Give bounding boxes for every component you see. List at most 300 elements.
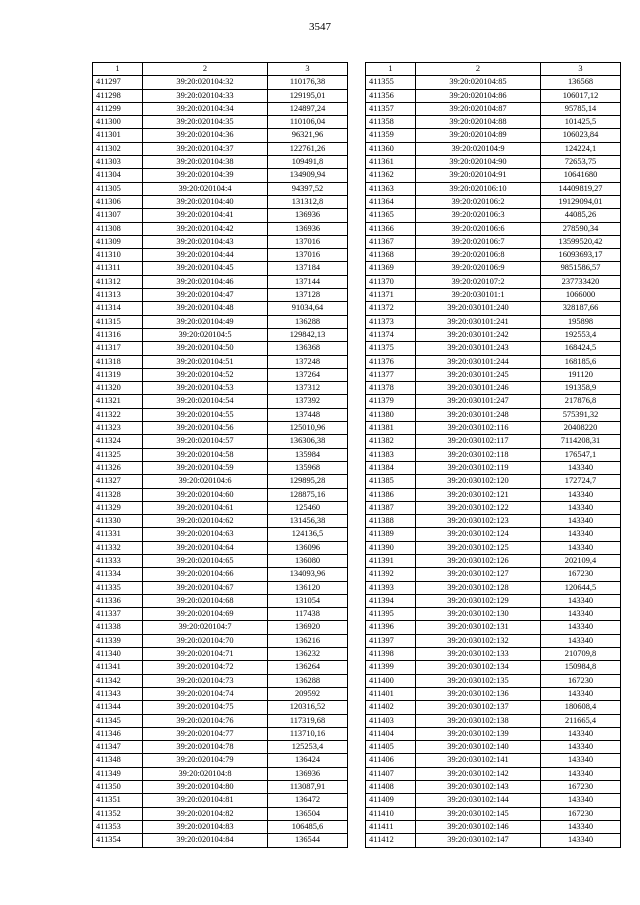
row-number-cell: 411348: [93, 754, 143, 767]
table-row: [93, 368, 348, 381]
table-row: [93, 554, 348, 567]
table-row: [93, 422, 348, 435]
row-number-cell: 411325: [93, 448, 143, 461]
value-cell: 106017,12: [541, 89, 621, 102]
row-number-cell: 411297: [93, 76, 143, 89]
cadastral-number-cell: 39:20:020104:6: [143, 475, 268, 488]
cadastral-number-cell: 39:20:030102:134: [416, 661, 541, 674]
value-cell: 202109,4: [541, 554, 621, 567]
row-number-cell: 411338: [93, 621, 143, 634]
cadastral-number-cell: 39:20:020104:47: [143, 289, 268, 302]
row-number-cell: 411347: [93, 741, 143, 754]
value-cell: 136936: [268, 209, 348, 222]
row-number-cell: 411361: [366, 156, 416, 169]
table-row: [93, 129, 348, 142]
row-number-cell: 411352: [93, 807, 143, 820]
row-number-cell: 411403: [366, 714, 416, 727]
row-number-cell: 411349: [93, 767, 143, 780]
row-number-cell: 411318: [93, 355, 143, 368]
row-number-cell: 411386: [366, 488, 416, 501]
cadastral-number-cell: 39:20:020104:40: [143, 195, 268, 208]
cadastral-number-cell: 39:20:030101:240: [416, 302, 541, 315]
table-row: [366, 235, 621, 248]
value-cell: 136424: [268, 754, 348, 767]
table-row: [93, 315, 348, 328]
table-row: [366, 687, 621, 700]
value-cell: 210709,8: [541, 648, 621, 661]
table-row: [366, 408, 621, 421]
cadastral-number-cell: 39:20:030102:145: [416, 807, 541, 820]
cadastral-number-cell: 39:20:020104:8: [143, 767, 268, 780]
table-row: [366, 594, 621, 607]
cadastral-number-cell: 39:20:030102:124: [416, 528, 541, 541]
table-row: [93, 541, 348, 554]
value-cell: 113710,16: [268, 727, 348, 740]
cadastral-number-cell: 39:20:030101:245: [416, 368, 541, 381]
cadastral-number-cell: 39:20:020104:88: [416, 116, 541, 129]
cadastral-number-cell: 39:20:020104:78: [143, 741, 268, 754]
row-number-cell: 411350: [93, 781, 143, 794]
value-cell: 137144: [268, 275, 348, 288]
row-number-cell: 411342: [93, 674, 143, 687]
cadastral-number-cell: 39:20:020104:45: [143, 262, 268, 275]
table-row: [93, 608, 348, 621]
header-cell: 1: [366, 63, 416, 76]
value-cell: 143340: [541, 794, 621, 807]
table-row: [366, 741, 621, 754]
table-row: [366, 461, 621, 474]
row-number-cell: 411334: [93, 568, 143, 581]
table-row: [93, 475, 348, 488]
cadastral-number-cell: 39:20:020104:84: [143, 834, 268, 847]
row-number-cell: 411408: [366, 781, 416, 794]
row-number-cell: 411388: [366, 515, 416, 528]
row-number-cell: 411305: [93, 182, 143, 195]
table-row: [366, 102, 621, 115]
value-cell: 131054: [268, 594, 348, 607]
cadastral-number-cell: 39:20:020106:9: [416, 262, 541, 275]
value-cell: 44085,26: [541, 209, 621, 222]
table-row: [366, 701, 621, 714]
cadastral-number-cell: 39:20:020104:57: [143, 435, 268, 448]
value-cell: 124897,24: [268, 102, 348, 115]
row-number-cell: 411313: [93, 289, 143, 302]
value-cell: 128875,16: [268, 488, 348, 501]
row-number-cell: 411404: [366, 727, 416, 740]
value-cell: 136216: [268, 634, 348, 647]
table-row: [93, 727, 348, 740]
cadastral-number-cell: 39:20:020104:86: [416, 89, 541, 102]
value-cell: 209592: [268, 687, 348, 700]
row-number-cell: 411374: [366, 328, 416, 341]
cadastral-number-cell: 39:20:030102:133: [416, 648, 541, 661]
value-cell: 137248: [268, 355, 348, 368]
cadastral-number-cell: 39:20:020104:58: [143, 448, 268, 461]
table-row: [366, 289, 621, 302]
row-number-cell: 411326: [93, 461, 143, 474]
table-row: [93, 89, 348, 102]
table-row: [93, 116, 348, 129]
cadastral-number-cell: 39:20:030102:135: [416, 674, 541, 687]
table-row: [93, 182, 348, 195]
table-row: [366, 581, 621, 594]
cadastral-number-cell: 39:20:020104:89: [416, 129, 541, 142]
row-number-cell: 411344: [93, 701, 143, 714]
value-cell: 192553,4: [541, 328, 621, 341]
cadastral-number-cell: 39:20:020104:61: [143, 501, 268, 514]
row-number-cell: 411331: [93, 528, 143, 541]
cadastral-number-cell: 39:20:020104:53: [143, 382, 268, 395]
value-cell: 106023,84: [541, 129, 621, 142]
cadastral-number-cell: 39:20:020104:9: [416, 142, 541, 155]
row-number-cell: 411395: [366, 608, 416, 621]
cadastral-number-cell: 39:20:020104:51: [143, 355, 268, 368]
table-row: [93, 209, 348, 222]
value-cell: 143340: [541, 687, 621, 700]
table-row: [93, 820, 348, 833]
table-row: [366, 395, 621, 408]
cadastral-number-cell: 39:20:030102:137: [416, 701, 541, 714]
table-row: [366, 554, 621, 567]
row-number-cell: 411357: [366, 102, 416, 115]
table-row: [93, 262, 348, 275]
table-row: [93, 142, 348, 155]
row-number-cell: 411396: [366, 621, 416, 634]
row-number-cell: 411379: [366, 395, 416, 408]
row-number-cell: 411412: [366, 834, 416, 847]
table-row: [93, 102, 348, 115]
value-cell: 20408220: [541, 422, 621, 435]
value-cell: 110176,38: [268, 76, 348, 89]
cadastral-number-cell: 39:20:030102:147: [416, 834, 541, 847]
cadastral-number-cell: 39:20:020104:54: [143, 395, 268, 408]
row-number-cell: 411339: [93, 634, 143, 647]
cadastral-number-cell: 39:20:020104:48: [143, 302, 268, 315]
value-cell: 136264: [268, 661, 348, 674]
table-row: [366, 568, 621, 581]
row-number-cell: 411355: [366, 76, 416, 89]
cadastral-number-cell: 39:20:030101:1: [416, 289, 541, 302]
cadastral-number-cell: 39:20:020106:2: [416, 195, 541, 208]
row-number-cell: 411335: [93, 581, 143, 594]
cadastral-number-cell: 39:20:030101:247: [416, 395, 541, 408]
table-row: [366, 820, 621, 833]
row-number-cell: 411303: [93, 156, 143, 169]
value-cell: 143340: [541, 741, 621, 754]
table-row: [93, 156, 348, 169]
row-number-cell: 411300: [93, 116, 143, 129]
cadastral-number-cell: 39:20:030102:143: [416, 781, 541, 794]
table-row: [366, 129, 621, 142]
table-row: [366, 169, 621, 182]
row-number-cell: 411307: [93, 209, 143, 222]
row-number-cell: 411359: [366, 129, 416, 142]
value-cell: 328187,66: [541, 302, 621, 315]
table-row: [366, 382, 621, 395]
row-number-cell: 411381: [366, 422, 416, 435]
value-cell: 237733420: [541, 275, 621, 288]
header-cell: 3: [541, 63, 621, 76]
table-row: [93, 781, 348, 794]
value-cell: 136568: [541, 76, 621, 89]
cadastral-number-cell: 39:20:020104:71: [143, 648, 268, 661]
value-cell: 136472: [268, 794, 348, 807]
table-row: [93, 648, 348, 661]
value-cell: 14409819,27: [541, 182, 621, 195]
value-cell: 137264: [268, 368, 348, 381]
value-cell: 143340: [541, 767, 621, 780]
table-row: [366, 182, 621, 195]
cadastral-number-cell: 39:20:020104:59: [143, 461, 268, 474]
row-number-cell: 411301: [93, 129, 143, 142]
value-cell: 136288: [268, 315, 348, 328]
value-cell: 135984: [268, 448, 348, 461]
value-cell: 180608,4: [541, 701, 621, 714]
value-cell: 176547,1: [541, 448, 621, 461]
cadastral-number-cell: 39:20:030102:127: [416, 568, 541, 581]
value-cell: 167230: [541, 568, 621, 581]
row-number-cell: 411385: [366, 475, 416, 488]
value-cell: 109491,8: [268, 156, 348, 169]
table-row: [93, 701, 348, 714]
table-row: [366, 528, 621, 541]
value-cell: 135968: [268, 461, 348, 474]
row-number-cell: 411308: [93, 222, 143, 235]
cadastral-number-cell: 39:20:020104:76: [143, 714, 268, 727]
value-cell: 211665,4: [541, 714, 621, 727]
value-cell: 16093693,17: [541, 249, 621, 262]
row-number-cell: 411402: [366, 701, 416, 714]
table-row: [93, 461, 348, 474]
cadastral-number-cell: 39:20:020104:66: [143, 568, 268, 581]
cadastral-number-cell: 39:20:020104:62: [143, 515, 268, 528]
row-number-cell: 411311: [93, 262, 143, 275]
value-cell: 136936: [268, 222, 348, 235]
value-cell: 137184: [268, 262, 348, 275]
value-cell: 131312,8: [268, 195, 348, 208]
table-row: [366, 422, 621, 435]
row-number-cell: 411315: [93, 315, 143, 328]
value-cell: 136120: [268, 581, 348, 594]
cadastral-number-cell: 39:20:020104:36: [143, 129, 268, 142]
row-number-cell: 411411: [366, 820, 416, 833]
cadastral-number-cell: 39:20:020104:80: [143, 781, 268, 794]
table-row: [93, 754, 348, 767]
value-cell: 168185,6: [541, 355, 621, 368]
value-cell: 575391,32: [541, 408, 621, 421]
row-number-cell: 411367: [366, 235, 416, 248]
row-number-cell: 411319: [93, 368, 143, 381]
cadastral-number-cell: 39:20:020104:46: [143, 275, 268, 288]
cadastral-number-cell: 39:20:030102:123: [416, 515, 541, 528]
value-cell: 125460: [268, 501, 348, 514]
row-number-cell: 411323: [93, 422, 143, 435]
table-row: [366, 781, 621, 794]
cadastral-number-cell: 39:20:020104:85: [416, 76, 541, 89]
row-number-cell: 411376: [366, 355, 416, 368]
table-row: [366, 834, 621, 847]
value-cell: 143340: [541, 594, 621, 607]
row-number-cell: 411387: [366, 501, 416, 514]
table-row: [366, 621, 621, 634]
value-cell: 1066000: [541, 289, 621, 302]
cadastral-number-cell: 39:20:020104:33: [143, 89, 268, 102]
table-row: [366, 501, 621, 514]
table-row: [366, 674, 621, 687]
cadastral-number-cell: 39:20:030102:120: [416, 475, 541, 488]
value-cell: 143340: [541, 488, 621, 501]
row-number-cell: 411380: [366, 408, 416, 421]
table-row: [366, 807, 621, 820]
value-cell: 96321,96: [268, 129, 348, 142]
cadastral-number-cell: 39:20:020104:65: [143, 554, 268, 567]
cadastral-number-cell: 39:20:020104:63: [143, 528, 268, 541]
value-cell: 91034,64: [268, 302, 348, 315]
table-row: [93, 581, 348, 594]
value-cell: 143340: [541, 461, 621, 474]
table-row: [93, 807, 348, 820]
value-cell: 136920: [268, 621, 348, 634]
table-row: [93, 501, 348, 514]
cadastral-number-cell: 39:20:030102:128: [416, 581, 541, 594]
value-cell: 117438: [268, 608, 348, 621]
row-number-cell: 411304: [93, 169, 143, 182]
right-table: [365, 62, 621, 848]
cadastral-number-cell: 39:20:020106:7: [416, 235, 541, 248]
row-number-cell: 411366: [366, 222, 416, 235]
row-number-cell: 411298: [93, 89, 143, 102]
header-cell: 2: [416, 63, 541, 76]
table-row: [366, 355, 621, 368]
cadastral-number-cell: 39:20:020104:42: [143, 222, 268, 235]
row-number-cell: 411324: [93, 435, 143, 448]
table-row: [93, 687, 348, 700]
value-cell: 124136,5: [268, 528, 348, 541]
table-row: [366, 76, 621, 89]
cadastral-number-cell: 39:20:030101:248: [416, 408, 541, 421]
table-row: [366, 727, 621, 740]
cadastral-number-cell: 39:20:020106:8: [416, 249, 541, 262]
page-number: 3547: [309, 21, 331, 33]
table-row: [366, 634, 621, 647]
table-row: [93, 488, 348, 501]
table-row: [366, 475, 621, 488]
value-cell: 129895,28: [268, 475, 348, 488]
row-number-cell: 411351: [93, 794, 143, 807]
cadastral-number-cell: 39:20:020104:67: [143, 581, 268, 594]
cadastral-number-cell: 39:20:030102:139: [416, 727, 541, 740]
row-number-cell: 411364: [366, 195, 416, 208]
table-row: [366, 648, 621, 661]
table-row: [93, 714, 348, 727]
cadastral-number-cell: 39:20:020104:49: [143, 315, 268, 328]
row-number-cell: 411406: [366, 754, 416, 767]
row-number-cell: 411397: [366, 634, 416, 647]
table-row: [366, 89, 621, 102]
cadastral-number-cell: 39:20:020106:10: [416, 182, 541, 195]
cadastral-number-cell: 39:20:020107:2: [416, 275, 541, 288]
table-row: [366, 714, 621, 727]
table-row: [366, 222, 621, 235]
table-row: [93, 395, 348, 408]
value-cell: 113087,91: [268, 781, 348, 794]
value-cell: 143340: [541, 541, 621, 554]
table-row: [93, 435, 348, 448]
table-row: [366, 767, 621, 780]
value-cell: 195898: [541, 315, 621, 328]
row-number-cell: 411320: [93, 382, 143, 395]
value-cell: 120644,5: [541, 581, 621, 594]
row-number-cell: 411371: [366, 289, 416, 302]
value-cell: 278590,34: [541, 222, 621, 235]
value-cell: 136544: [268, 834, 348, 847]
row-number-cell: 411345: [93, 714, 143, 727]
row-number-cell: 411382: [366, 435, 416, 448]
cadastral-number-cell: 39:20:020104:37: [143, 142, 268, 155]
cadastral-number-cell: 39:20:020104:72: [143, 661, 268, 674]
value-cell: 143340: [541, 754, 621, 767]
cadastral-number-cell: 39:20:020104:74: [143, 687, 268, 700]
row-number-cell: 411329: [93, 501, 143, 514]
header-cell: 3: [268, 63, 348, 76]
cadastral-number-cell: 39:20:020104:35: [143, 116, 268, 129]
cadastral-number-cell: 39:20:030102:142: [416, 767, 541, 780]
table-row: [366, 262, 621, 275]
row-number-cell: 411384: [366, 461, 416, 474]
cadastral-number-cell: 39:20:020104:73: [143, 674, 268, 687]
row-number-cell: 411346: [93, 727, 143, 740]
value-cell: 124224,1: [541, 142, 621, 155]
table-row: [366, 275, 621, 288]
value-cell: 120316,52: [268, 701, 348, 714]
cadastral-number-cell: 39:20:030102:117: [416, 435, 541, 448]
row-number-cell: 411372: [366, 302, 416, 315]
header-cell: 2: [143, 63, 268, 76]
table-row: [366, 448, 621, 461]
value-cell: 125010,96: [268, 422, 348, 435]
value-cell: 136936: [268, 767, 348, 780]
table-row: [366, 209, 621, 222]
row-number-cell: 411354: [93, 834, 143, 847]
value-cell: 168424,5: [541, 342, 621, 355]
row-number-cell: 411375: [366, 342, 416, 355]
value-cell: 137312: [268, 382, 348, 395]
cadastral-number-cell: 39:20:020104:7: [143, 621, 268, 634]
value-cell: 95785,14: [541, 102, 621, 115]
cadastral-number-cell: 39:20:020106:6: [416, 222, 541, 235]
value-cell: 136232: [268, 648, 348, 661]
value-cell: 137128: [268, 289, 348, 302]
cadastral-number-cell: 39:20:020104:39: [143, 169, 268, 182]
row-number-cell: 411383: [366, 448, 416, 461]
row-number-cell: 411368: [366, 249, 416, 262]
value-cell: 137448: [268, 408, 348, 421]
table-row: [93, 382, 348, 395]
row-number-cell: 411407: [366, 767, 416, 780]
table-row: [366, 328, 621, 341]
table-row: [366, 249, 621, 262]
cadastral-number-cell: 39:20:030102:118: [416, 448, 541, 461]
row-number-cell: 411299: [93, 102, 143, 115]
row-number-cell: 411389: [366, 528, 416, 541]
value-cell: 9851586,57: [541, 262, 621, 275]
cadastral-number-cell: 39:20:030102:141: [416, 754, 541, 767]
table-row: [93, 408, 348, 421]
table-row: [93, 594, 348, 607]
header-cell: 1: [93, 63, 143, 76]
cadastral-number-cell: 39:20:020104:4: [143, 182, 268, 195]
row-number-cell: 411365: [366, 209, 416, 222]
